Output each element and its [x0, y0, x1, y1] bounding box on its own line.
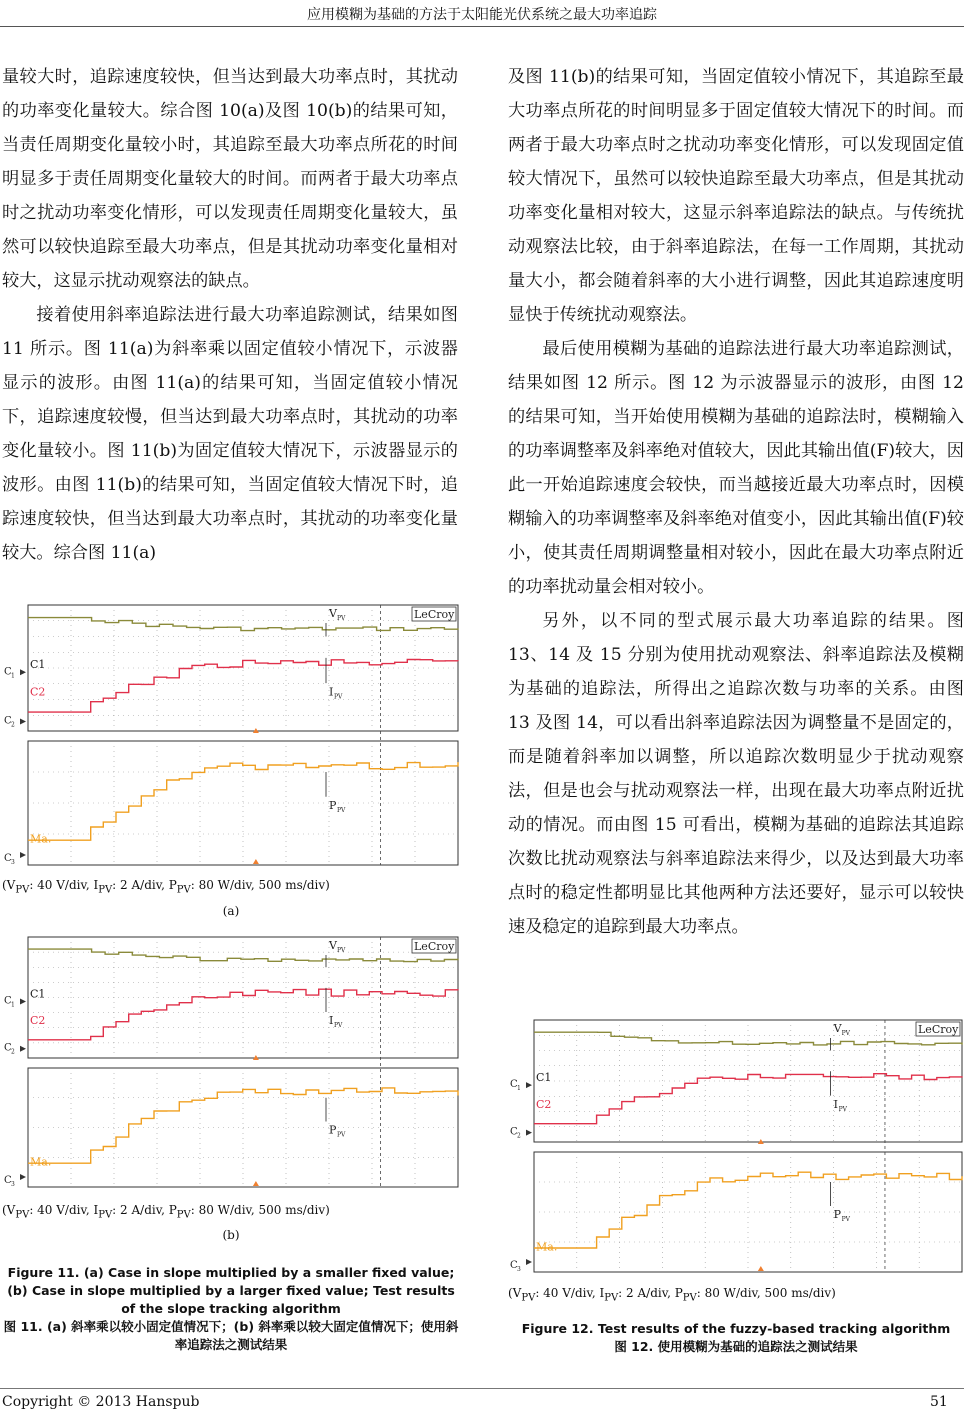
figure-11-caption-cn: 图 11. (a) 斜率乘以较小固定值情况下；(b) 斜率乘以较大固定值情况下；使用斜率追踪法之测试结果 — [3, 1319, 459, 1352]
scale-note: ($V_{PV}$: 40 V/div, $I_{PV}$: 2 A/div, $P_{PV}$: 80 W/div, 500 ms/div) — [2, 1203, 330, 1221]
scale-note: ($V_{PV}$: 40 V/div, $I_{PV}$: 2 A/div, $P_{PV}$: 80 W/div, 500 ms/div) — [2, 878, 330, 896]
svg-text:PV: PV — [841, 1216, 850, 1223]
vpv-label: V — [329, 607, 337, 620]
c1-trace-label: C1 — [30, 987, 46, 1001]
svg-text:C: C — [4, 666, 12, 678]
running-header: 应用模糊为基础的方法于太阳能光伏系统之最大功率追踪 — [307, 7, 657, 23]
vpv-label: V — [329, 939, 337, 952]
svg-text:3: 3 — [517, 1266, 521, 1273]
c1-trace-label: C1 — [536, 1071, 552, 1084]
oscilloscope-figure-12 — [508, 1018, 964, 1276]
footer-rule — [0, 1388, 964, 1389]
page-number: 51 — [930, 1394, 948, 1410]
voltage-trace — [28, 949, 458, 962]
lecroy-logo: LeCroy — [414, 940, 455, 953]
svg-text:C: C — [4, 1175, 12, 1186]
power-trace — [28, 1088, 458, 1163]
power-trace — [534, 1172, 962, 1248]
svg-text:PV: PV — [334, 1022, 343, 1030]
lecroy-logo: LeCroy — [918, 1023, 959, 1036]
header-rule — [0, 26, 964, 27]
svg-text:1: 1 — [11, 1001, 15, 1009]
paragraph: 及图 11(b)的结果可知，当固定值较小情况下，其追踪至最大功率点所花的时间明显多于固定值较大情况下的时间。而两者于最大功率点时之扰动功率变化情形，可以发现固定值较大情况下，虽然可以较快追踪至最大功率点，但是其扰动功率变化量相对较大，这显示斜率追踪法的缺点。与传统扰动观察法比较，由于斜率追踪法，在每一工作周期，其扰动量大小，都会随着斜率的大小进行调整，因此其追踪速度明显快于传统扰动观察法。 — [508, 67, 964, 325]
svg-text:C: C — [4, 715, 12, 727]
svg-text:2: 2 — [11, 721, 15, 729]
svg-text:C: C — [4, 995, 12, 1007]
scale-note: ($V_{PV}$: 40 V/div, $I_{PV}$: 2 A/div, $P_{PV}$: 80 W/div, 500 ms/div) — [508, 1286, 836, 1304]
ipv-label: I — [833, 1097, 838, 1111]
svg-text:1: 1 — [517, 1085, 521, 1093]
svg-text:PV: PV — [337, 807, 346, 815]
figure-11-caption-en: Figure 11. (a) Case in slope multiplied by a smaller fixed value; (b) Case in slope multiplied by a larger fixed value; Test results of the slope tracking algorithm — [7, 1265, 455, 1316]
svg-text:PV: PV — [838, 1105, 847, 1113]
svg-text:C: C — [510, 1126, 518, 1138]
oscilloscope-figure-11b — [2, 935, 460, 1191]
oscilloscope-figure-11a — [2, 603, 460, 869]
right-text-column — [508, 60, 964, 944]
paragraph: 最后使用模糊为基础的追踪法进行最大功率追踪测试，结果如图 12 所示。图 12 为示波器显示的波形，由图 12 的结果可知，当开始使用模糊为基础的追踪法时，模糊输入的功率调整率及斜率绝对值较大，因此其输出值(F)较大，因此一开始追踪速度会较快，而当越接近最大功率点时，因模糊输入的功率调整率及斜率绝对值变小，因此其输出值(F)较小，使其责任周期调整量相对较小，因此在最大功率点附近的功率扰动量会相对较小。 — [508, 339, 964, 597]
scope-panel-frame — [534, 1020, 962, 1142]
c2-trace-label: C2 — [536, 1097, 552, 1111]
svg-text:C: C — [4, 853, 12, 864]
figure-12-caption-en: Figure 12. Test results of the fuzzy-based tracking algorithm — [521, 1321, 951, 1336]
c1-trace-label: C1 — [30, 658, 46, 671]
paragraph: 接着使用斜率追踪法进行最大功率追踪测试，结果如图 11 所示。图 11(a)为斜率乘以固定值较小情况下，示波器显示的波形。由图 11(a)的结果可知，当固定值较小情况下，追踪速度较慢，但当达到最大功率点时，其扰动的功率变化量较小。图 11(b)为固定值较大情况下，示波器显示的波形。由图 11(b)的结果可知，当固定值较大情况下时，追踪速度较快，但当达到最大功率点时，其扰动的功率变化量较大。综合图 11(a) — [2, 305, 458, 563]
subfigure-label-b: (b) — [222, 1228, 240, 1242]
svg-text:PV: PV — [337, 1131, 346, 1139]
ppv-label: P — [329, 799, 337, 813]
ipv-label: I — [329, 685, 334, 699]
c2-trace-label: C2 — [30, 685, 46, 699]
svg-text:2: 2 — [517, 1132, 521, 1140]
svg-text:C: C — [510, 1079, 518, 1091]
svg-text:PV: PV — [334, 693, 343, 701]
svg-text:PV: PV — [841, 1030, 850, 1037]
left-text-column — [2, 60, 458, 570]
vpv-label: V — [833, 1022, 842, 1035]
svg-text:C: C — [4, 1042, 12, 1054]
voltage-trace — [534, 1032, 962, 1045]
c2-trace-label: C2 — [30, 1014, 46, 1028]
figure-12-caption-cn: 图 12. 使用模糊为基础的追踪法之测试结果 — [614, 1339, 858, 1354]
ipv-label: I — [329, 1014, 334, 1028]
math-trace-label: Ma. — [30, 1155, 52, 1169]
ppv-label: P — [833, 1208, 842, 1221]
paragraph: 另外，以不同的型式展示最大功率追踪的结果。图 13、14 及 15 分别为使用扰动观察法、斜率追踪法及模糊为基础的追踪法，所得出之追踪次数与功率的关系。由图 13 及图 14，可以看出斜率追踪法因为调整量不是固定的，而是随着斜率加以调整，所以追踪次数明显少于扰动观察法，但是也会与扰动观察法一样，出现在最大功率点附近扰动的情况。而由图 15 可看出，模糊为基础的追踪法其追踪次数比扰动观察法与斜率追踪法来得少，以及达到最大功率点时的稳定性都明显比其他两种方法还要好，显示可以较快速及稳定的追踪到最大功率点。 — [508, 611, 964, 937]
math-trace-label: Ma. — [30, 832, 52, 846]
lecroy-logo: LeCroy — [414, 608, 455, 621]
paragraph: 量较大时，追踪速度较快，但当达到最大功率点时，其扰动的功率变化量较大。综合图 10(a)及图 10(b)的结果可知，当责任周期变化量较小时，其追踪至最大功率点所花的时间明显多于责任周期变化量较大的时间。而两者于最大功率点时之扰动功率变化情形，可以发现责任周期变化量较大，虽然可以较快追踪至最大功率点，但是其扰动功率变化量相对较大，这显示扰动观察法的缺点。 — [2, 67, 458, 291]
ppv-label: P — [329, 1123, 337, 1137]
svg-text:C: C — [510, 1260, 518, 1271]
copyright: Copyright © 2013 Hanspub — [2, 1394, 200, 1410]
svg-text:PV: PV — [337, 947, 346, 954]
math-trace-label: Ma. — [536, 1240, 558, 1254]
svg-text:2: 2 — [11, 1048, 15, 1056]
svg-text:3: 3 — [11, 859, 15, 866]
svg-text:3: 3 — [11, 1181, 15, 1188]
svg-text:PV: PV — [337, 615, 346, 622]
voltage-trace — [28, 618, 458, 631]
svg-text:1: 1 — [11, 672, 15, 680]
current-trace — [534, 1074, 962, 1124]
subfigure-label-a: (a) — [222, 904, 240, 918]
